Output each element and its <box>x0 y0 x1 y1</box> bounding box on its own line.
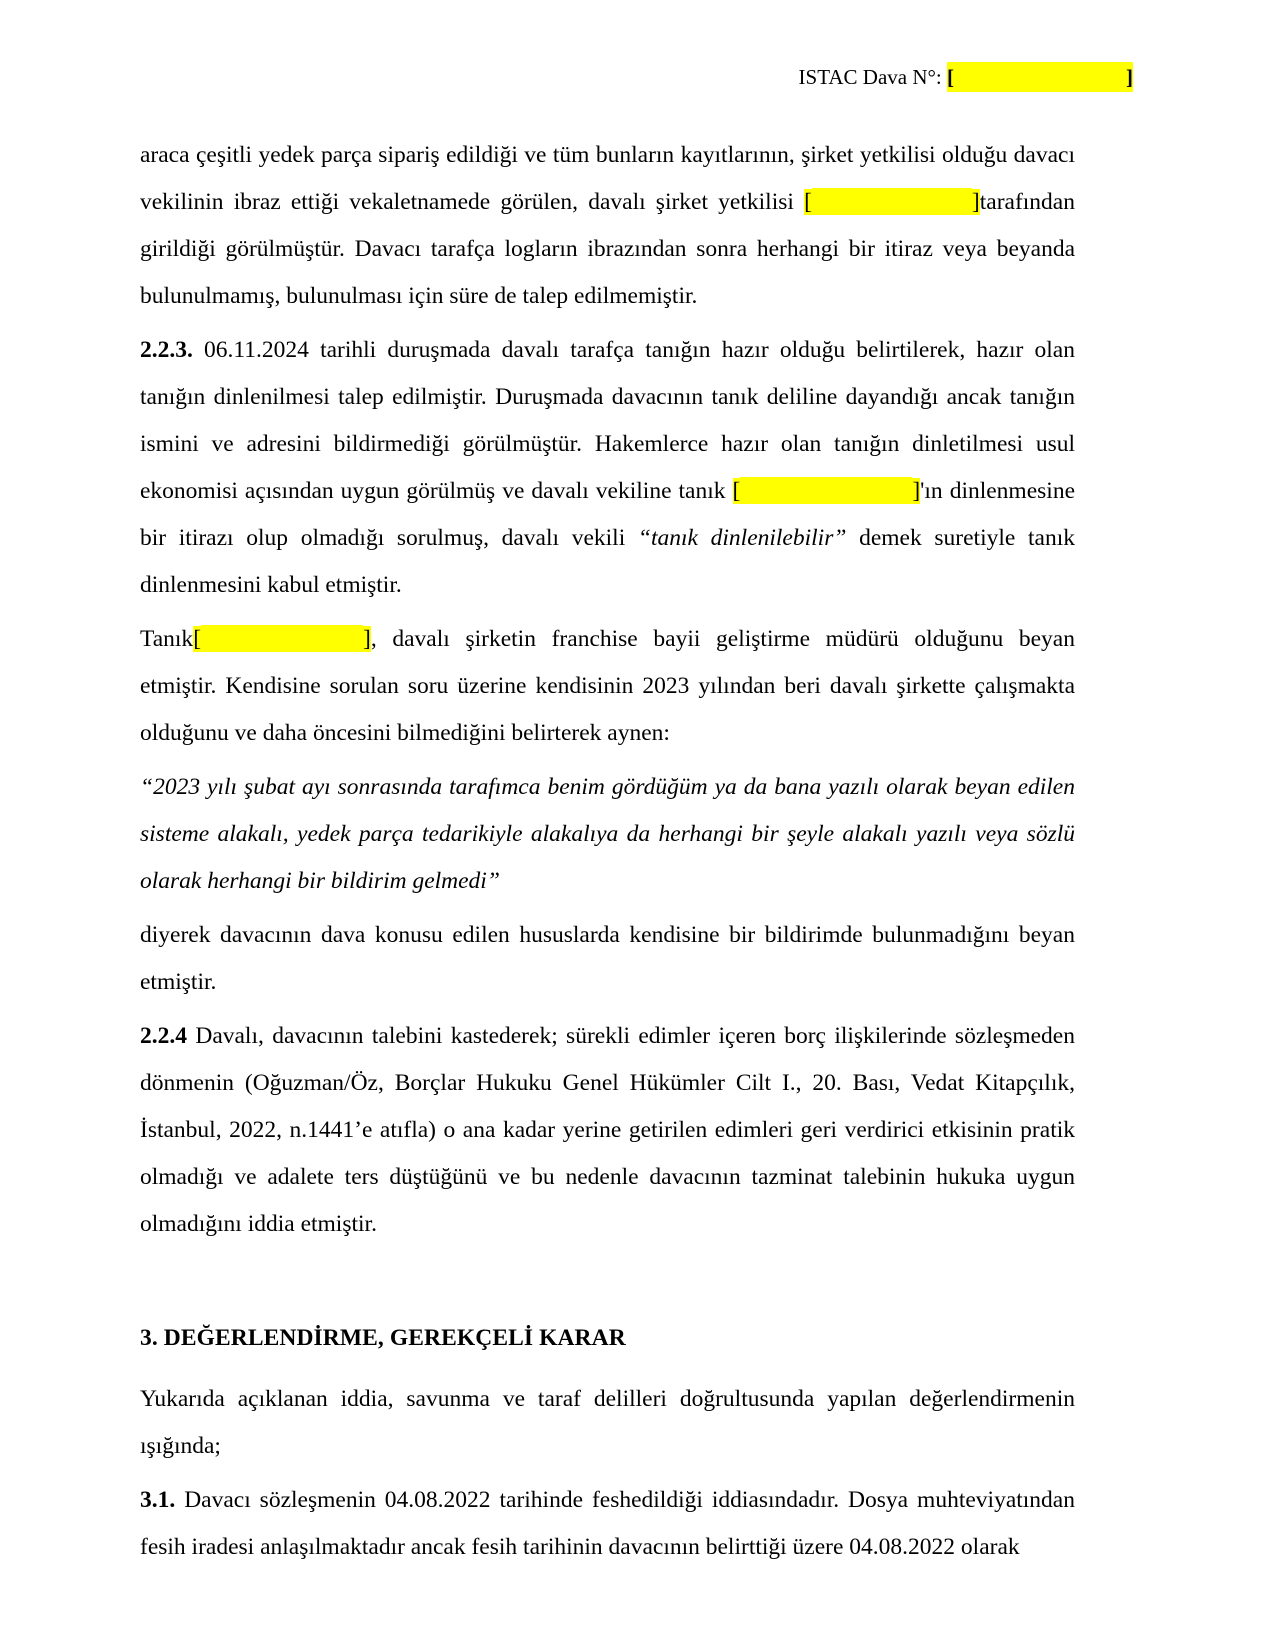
redaction-blank <box>740 477 912 502</box>
header-bracket-open: [ <box>947 65 954 89</box>
paragraph-intro-logs-text-before: araca çeşitli yedek parça sipariş edildiği ve tüm bunların kayıtlarının, şirket yetkilisi olduğu davacı vekilinin ibraz ettiği vekaletnamede görülen, davalı şirket yetkilisi <box>140 142 1075 215</box>
header-redaction-blank <box>954 63 1126 88</box>
paragraph-2-2-3-text-before: 06.11.2024 tarihli duruşmada davalı tarafça tanığın hazır olduğu belirtilerek, hazır olan tanığın dinlenilmesi talep edilmiştir. Duruşmada davacının tanık deliline dayandığı ancak tanığın ismini ve adresini bildirmediği görülmüştür. Hakemlerce hazır olan tanığın dinletilmesi usul ekonomisi açısından uygun görülmüş ve davalı vekiline tanık <box>140 337 1075 504</box>
redaction-blank <box>201 625 363 650</box>
header-bracket-close: ] <box>1126 65 1133 89</box>
redaction-bracket-close: ] <box>971 189 980 215</box>
paragraph-intro-logs-text-after: tarafından girildiği görülmüştür. Davacı tarafça logların ibrazından sonra herhangi bir itiraz veya beyanda bulunulmamış, bulunulması için süre de talep edilmemiştir. <box>140 189 1075 309</box>
section-spacer <box>140 1255 1075 1315</box>
redaction-bracket-open: [ <box>804 189 812 215</box>
paragraph-after-quote: diyerek davacının dava konusu edilen hususlarda kendisine bir bildirimde bulunmadığını beyan etmiştir. <box>140 922 1075 995</box>
paragraph-3-1 <box>140 1477 1075 1571</box>
paragraph-2-2-3-text-after: demek suretiyle tanık dinlenmesini kabul etmiştir. <box>140 525 1075 598</box>
redaction-bracket-open: [ <box>193 626 202 652</box>
paragraph-2-2-3-text-middle: dinlenmesine bir itirazı olup olmadığı sorulmuş, davalı vekili <box>140 478 1075 551</box>
paragraph-3-1-number: 3.1. <box>140 1487 176 1513</box>
paragraph-witness-statement <box>140 616 1075 757</box>
paragraph-2-2-3-quote: “tanık dinlenilebilir” <box>637 525 847 551</box>
paragraph-2-2-4 <box>140 1013 1075 1248</box>
header-label: ISTAC Dava N°: <box>798 65 942 89</box>
page-header <box>140 62 1133 92</box>
paragraph-2-2-3-number: 2.2.3. <box>140 337 193 363</box>
redaction-bracket-open: [ <box>732 478 741 504</box>
paragraph-quoted-testimony: “2023 yılı şubat ayı sonrasında tarafımca benim gördüğüm ya da bana yazılı olarak beyan edilen sisteme alakalı, yedek parça tedarikiyle alakalıya da herhangi bir şeyle alakalı yazılı veya sözlü olarak herhangi bir bildirim gelmedi” <box>140 774 1075 894</box>
paragraph-2-2-4-number: 2.2.4 <box>140 1023 187 1049</box>
header-redaction-highlight <box>947 62 1133 92</box>
heading-section-3: 3. DEĞERLENDİRME, GEREKÇELİ KARAR <box>140 1325 626 1351</box>
paragraph-intro-logs <box>140 132 1075 320</box>
paragraph-2-2-3-suffix: 'ın <box>920 478 943 504</box>
paragraph-2-2-4-text: Davalı, davacının talebini kastederek; sürekli edimler içeren borç ilişkilerinde sözleşmeden dönmenin (Oğuzman/Öz, Borçlar Hukuku Genel Hükümler Cilt I., 20. Bası, Vedat Kitapçılık, İstanbul, 2022, n.1441’e atıfla) o ana kadar yerine getirilen edimleri geri verdirici etkisinin pratik olmadığı ve adalete ters düştüğünü ve bu nedenle davacının tazminat talebinin hukuka uygun olmadığını iddia etmiştir. <box>140 1023 1075 1237</box>
redaction-blank <box>812 188 972 213</box>
paragraph-3-1-text: Davacı sözleşmenin 04.08.2022 tarihinde feshedildiği iddiasındadır. Dosya muhteviyatından fesih iradesi anlaşılmaktadır ancak fesih tarihinin davacının belirttiği üzere 04.08.2022 olarak <box>140 1487 1075 1560</box>
witness-text-after: , davalı şirketin franchise bayii geliştirme müdürü olduğunu beyan etmiştir. Kendisine sorulan soru üzerine kendisinin 2023 yılından beri davalı şirkette çalışmakta olduğunu ve daha öncesini bilmediğini belirterek aynen: <box>140 626 1075 746</box>
paragraph-evaluation-intro: Yukarıda açıklanan iddia, savunma ve taraf delilleri doğrultusunda yapılan değerlendirmenin ışığında; <box>140 1386 1075 1459</box>
heading-spacer <box>140 1362 1075 1376</box>
witness-label: Tanık <box>140 626 194 652</box>
redaction-bracket-close: ] <box>912 478 921 504</box>
paragraph-intro-logs-redaction <box>804 189 980 215</box>
witness-redaction <box>193 626 371 652</box>
paragraph-2-2-3-redaction <box>733 478 921 504</box>
redaction-bracket-close: ] <box>363 626 371 652</box>
paragraph-2-2-3 <box>140 327 1075 609</box>
document-body <box>140 132 1075 1578</box>
